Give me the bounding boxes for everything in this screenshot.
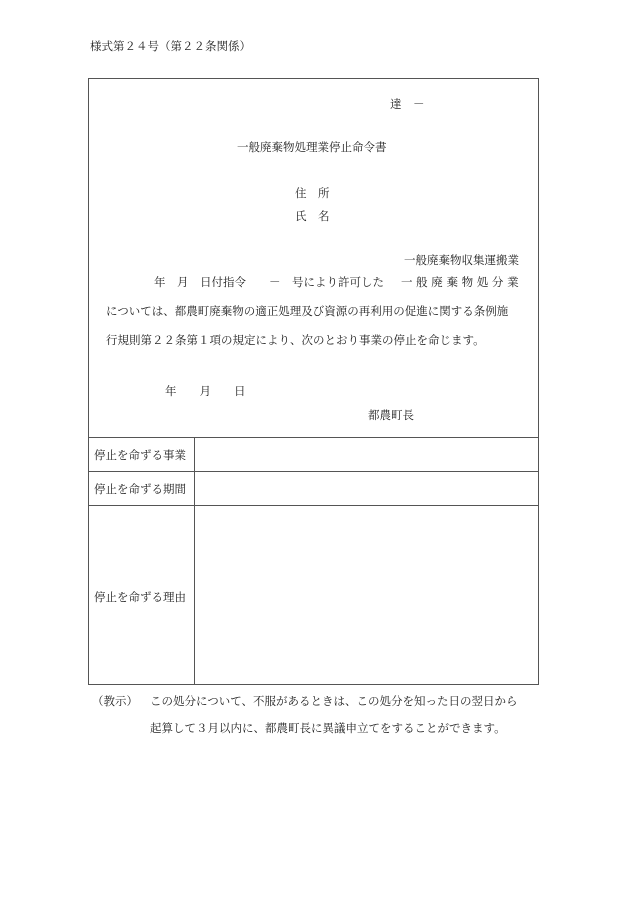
table-rule xyxy=(88,505,539,506)
date-line: 年 月 日 xyxy=(165,384,246,398)
table-row-label: 停止を命ずる期間 xyxy=(94,482,186,496)
table-row-label: 停止を命ずる理由 xyxy=(94,590,186,604)
name-label: 氏 名 xyxy=(295,209,330,223)
table-row-label: 停止を命ずる事業 xyxy=(94,448,186,462)
body-line-3: 行規則第２２条第１項の規定により、次のとおり事業の停止を命じます。 xyxy=(106,333,485,347)
notice-label: （教示） xyxy=(92,694,138,708)
address-label: 住 所 xyxy=(295,186,330,200)
license-type-upper: 一般廃棄物収集運搬業 xyxy=(404,253,519,267)
document-title: 一般廃棄物処理業停止命令書 xyxy=(237,140,387,154)
license-type-lower: 一 般 廃 棄 物 処 分 業 xyxy=(401,275,519,289)
table-rule xyxy=(88,471,539,472)
document-number: 達 － xyxy=(390,97,425,111)
table-rule xyxy=(88,437,539,438)
notice-line-1: この処分について、不服があるときは、この処分を知った日の翌日から xyxy=(150,694,518,708)
body-line-2: については、都農町廃棄物の適正処理及び資源の再利用の促進に関する条例施 xyxy=(106,304,509,318)
table-column-divider xyxy=(194,437,195,685)
body-line-1: 年 月 日付指令 － 号により許可した xyxy=(154,275,384,289)
notice-line-2: 起算して３月以内に、都農町長に異議申立てをすることができます。 xyxy=(150,721,506,735)
issuer: 都農町長 xyxy=(368,408,414,422)
form-number: 様式第２４号（第２２条関係） xyxy=(90,39,251,53)
